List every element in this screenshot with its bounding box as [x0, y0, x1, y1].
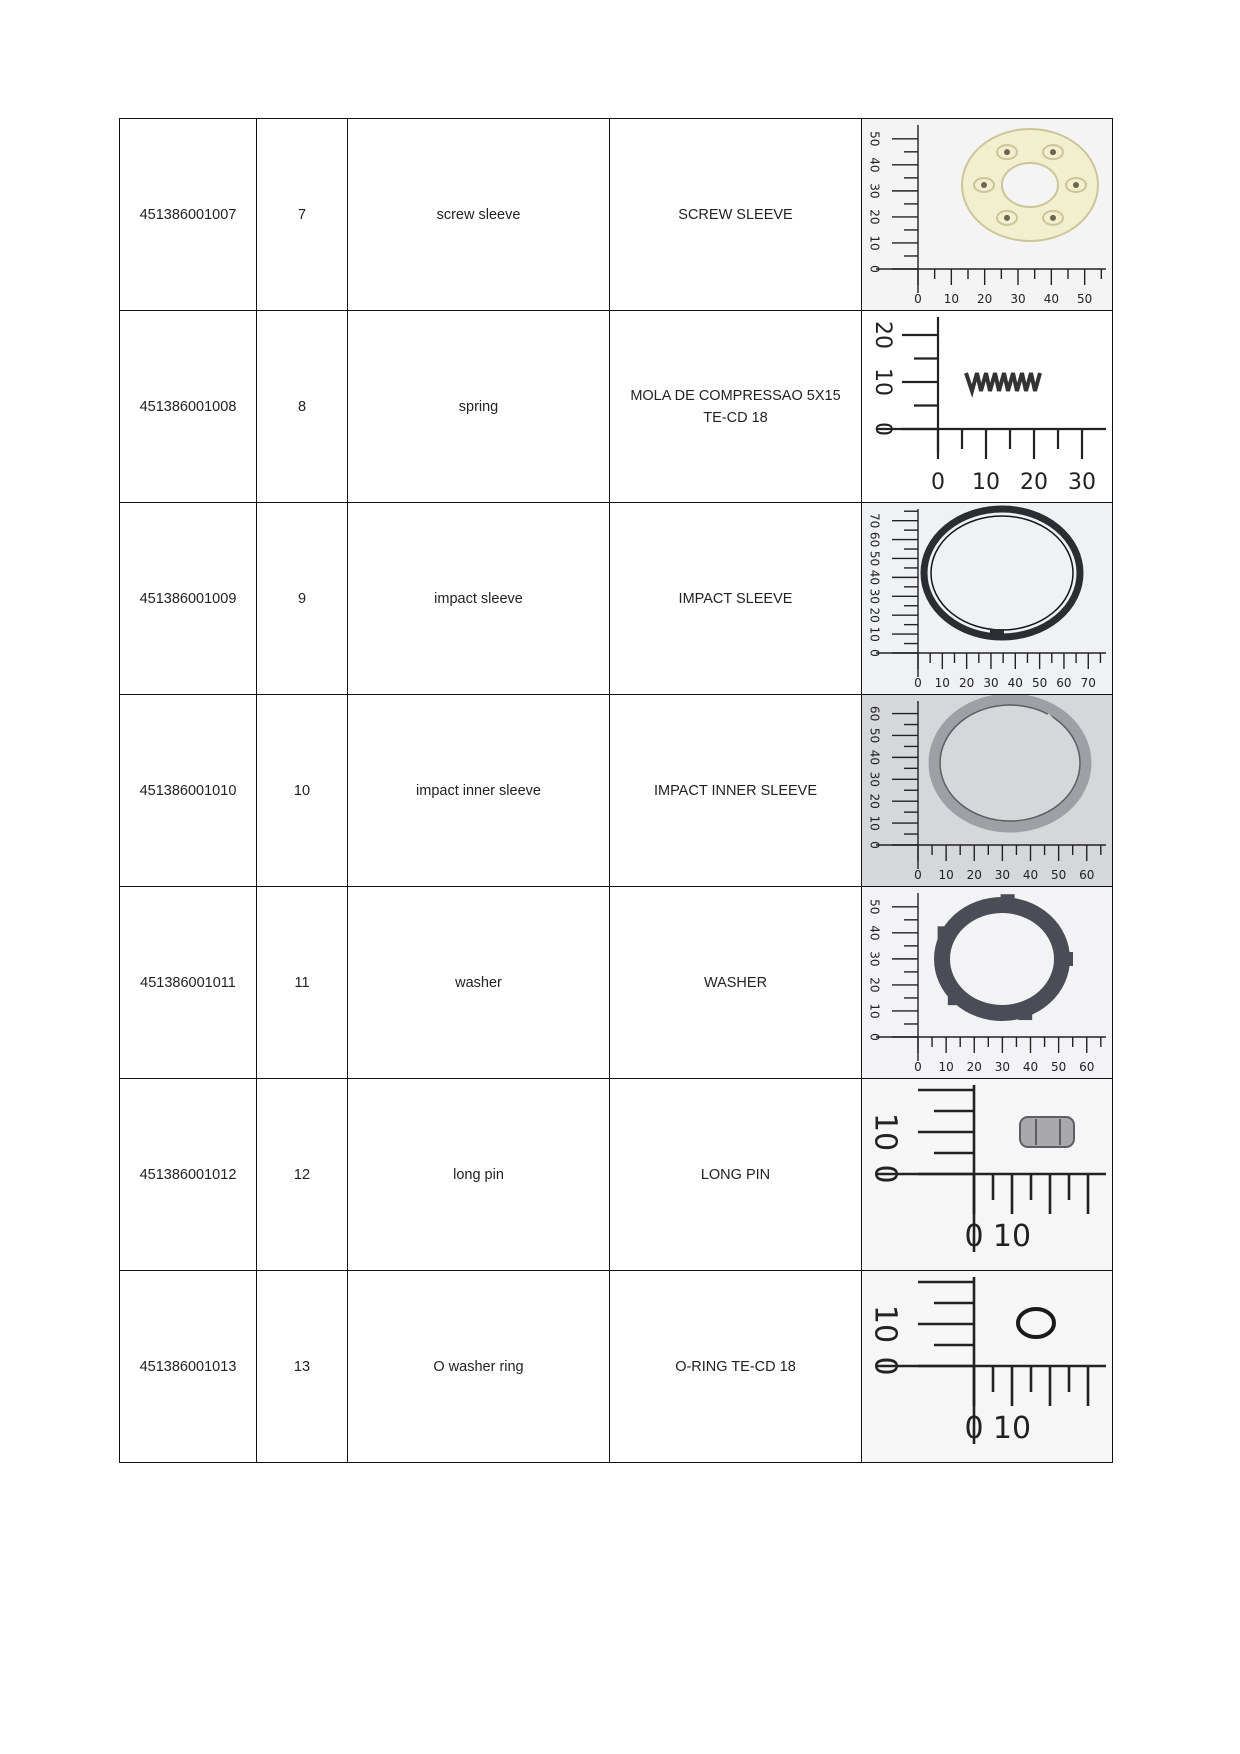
table-row — [120, 1079, 1113, 1271]
ruler-x-label: 0 — [914, 676, 922, 690]
description-en-cell: washer — [348, 887, 610, 1079]
description-en-cell: long pin — [348, 1079, 610, 1271]
ruler-x-label: 0 — [931, 470, 945, 495]
ruler-y-label: 50 — [867, 899, 882, 915]
ruler-x-label: 60 — [1079, 868, 1095, 882]
position-cell: 9 — [257, 503, 348, 695]
part-code-cell: 451386001011 — [120, 887, 257, 1079]
description-en-cell: screw sleeve — [348, 119, 610, 311]
ruler-x-label: 0 — [964, 1411, 984, 1446]
ruler-y-label: 50 — [867, 727, 882, 744]
ruler-x-label: 50 — [1050, 868, 1067, 882]
part-code-cell: 451386001013 — [120, 1271, 257, 1463]
ruler-y-label: 20 — [870, 321, 895, 349]
ruler-x-label: 30 — [983, 676, 999, 690]
description-pt-cell: IMPACT INNER SLEEVE — [610, 695, 862, 887]
description-en-cell: impact inner sleeve — [348, 695, 610, 887]
description-pt-cell: LONG PIN — [610, 1079, 862, 1271]
ruler-y-label: 0 — [870, 422, 895, 436]
ruler-y-label: 30 — [867, 183, 882, 199]
ruler-y-label: 0 — [867, 1164, 903, 1184]
position-cell: 13 — [257, 1271, 348, 1463]
ruler-y-label: 40 — [867, 569, 882, 586]
part-photo-cell — [862, 887, 1113, 1079]
ruler-x-label: 40 — [1043, 292, 1059, 306]
parts-table-body — [120, 119, 1113, 1463]
part-photo-cell — [862, 1271, 1113, 1463]
ruler-x-label: 10 — [938, 1060, 954, 1074]
ruler-x-label: 70 — [1080, 676, 1096, 690]
position-cell: 7 — [257, 119, 348, 311]
part-code-cell: 451386001007 — [120, 119, 257, 311]
description-en-cell: spring — [348, 311, 610, 503]
ruler-y-label: 10 — [870, 368, 895, 396]
ruler-x-label: 30 — [994, 868, 1011, 882]
ruler-y-label: 10 — [867, 235, 882, 251]
ruler-x-label: 20 — [966, 1060, 982, 1074]
ruler-x-label: 50 — [1077, 292, 1093, 306]
ruler-x-label: 30 — [1068, 470, 1096, 495]
ruler-y-label: 0 — [867, 1033, 882, 1041]
part-photo — [862, 503, 1112, 694]
ruler-y-label: 50 — [867, 550, 882, 567]
ruler-y-label: 20 — [867, 607, 882, 623]
part-photo-cell — [862, 503, 1113, 695]
description-pt-cell: O-RING TE-CD 18 — [610, 1271, 862, 1463]
ruler-x-label: 20 — [977, 292, 993, 306]
ruler-y-label: 70 — [867, 513, 882, 529]
table-row — [120, 311, 1113, 503]
description-en-cell: O washer ring — [348, 1271, 610, 1463]
table-row — [120, 887, 1113, 1079]
description-pt-cell: WASHER — [610, 887, 862, 1079]
ruler-x-label: 30 — [1010, 292, 1026, 306]
ruler-y-label: 40 — [867, 749, 882, 766]
description-en-cell: impact sleeve — [348, 503, 610, 695]
ruler-x-label: 0 — [914, 868, 922, 882]
ruler-y-label: 40 — [867, 925, 882, 941]
ruler-x-label: 50 — [1050, 1060, 1067, 1074]
ruler-y-label: 0 — [867, 265, 882, 273]
ruler-x-label: 10 — [992, 1219, 1032, 1254]
part-photo — [862, 311, 1112, 502]
ruler-y-label: 10 — [867, 1003, 882, 1019]
ruler-x-label: 40 — [1022, 868, 1039, 882]
part-photo — [862, 1079, 1112, 1270]
ruler-x-label: 60 — [1079, 1060, 1095, 1074]
ruler-y-label: 0 — [867, 841, 882, 849]
part-photo-cell — [862, 1079, 1113, 1271]
ruler-y-label: 0 — [867, 649, 882, 657]
ruler-y-label: 30 — [867, 588, 882, 604]
description-pt-cell: MOLA DE COMPRESSAO 5X15 TE-CD 18 — [610, 311, 862, 503]
ruler-y-label: 40 — [867, 157, 882, 173]
ruler-x-label: 50 — [1031, 676, 1048, 690]
long-pin-illustration — [1020, 1117, 1074, 1147]
part-photo-cell — [862, 695, 1113, 887]
ruler-y-label: 30 — [867, 951, 882, 967]
ruler-x-label: 40 — [1007, 676, 1023, 690]
table-row — [120, 503, 1113, 695]
parts-table — [119, 118, 1113, 1463]
ruler-x-label: 0 — [914, 292, 922, 306]
ruler-x-label: 20 — [1020, 470, 1048, 495]
ruler-y-label: 20 — [867, 793, 882, 809]
part-code-cell: 451386001010 — [120, 695, 257, 887]
part-code-cell: 451386001009 — [120, 503, 257, 695]
position-cell: 10 — [257, 695, 348, 887]
ruler-y-label: 10 — [867, 815, 882, 831]
part-photo — [862, 887, 1112, 1078]
table-row — [120, 119, 1113, 311]
ruler-y-label: 30 — [867, 771, 882, 787]
table-row — [120, 1271, 1113, 1463]
ruler-y-label: 60 — [867, 531, 882, 548]
ruler-y-label: 10 — [867, 1112, 903, 1152]
description-pt-cell: SCREW SLEEVE — [610, 119, 862, 311]
ruler-x-label: 0 — [964, 1219, 984, 1254]
table-row — [120, 695, 1113, 887]
ruler-x-label: 60 — [1056, 676, 1072, 690]
part-photo-cell — [862, 311, 1113, 503]
ruler-y-label: 0 — [867, 1356, 903, 1376]
photo-background — [862, 887, 1112, 1078]
ruler-y-label: 50 — [867, 131, 882, 147]
ruler-y-label: 60 — [867, 705, 882, 722]
part-photo-cell — [862, 119, 1113, 311]
description-pt-cell: IMPACT SLEEVE — [610, 503, 862, 695]
ruler-x-label: 10 — [972, 470, 1000, 495]
position-cell: 11 — [257, 887, 348, 1079]
part-photo — [862, 1271, 1112, 1462]
ruler-x-label: 10 — [943, 292, 959, 306]
position-cell: 12 — [257, 1079, 348, 1271]
part-photo — [862, 695, 1112, 886]
position-cell: 8 — [257, 311, 348, 503]
ruler-y-label: 10 — [867, 1304, 903, 1344]
ruler-x-label: 30 — [994, 1060, 1011, 1074]
part-code-cell: 451386001008 — [120, 311, 257, 503]
ruler-x-label: 20 — [959, 676, 975, 690]
ruler-x-label: 10 — [992, 1411, 1032, 1446]
ruler-x-label: 20 — [966, 868, 982, 882]
ruler-y-label: 20 — [867, 209, 882, 225]
screw-sleeve-illustration — [962, 129, 1098, 241]
part-photo — [862, 119, 1112, 310]
part-code-cell: 451386001012 — [120, 1079, 257, 1271]
ruler-x-label: 40 — [1022, 1060, 1039, 1074]
ruler-x-label: 10 — [934, 676, 950, 690]
ruler-x-label: 0 — [914, 1060, 922, 1074]
ruler-x-label: 10 — [938, 868, 954, 882]
ruler-y-label: 20 — [867, 977, 882, 993]
ruler-y-label: 10 — [867, 626, 882, 642]
